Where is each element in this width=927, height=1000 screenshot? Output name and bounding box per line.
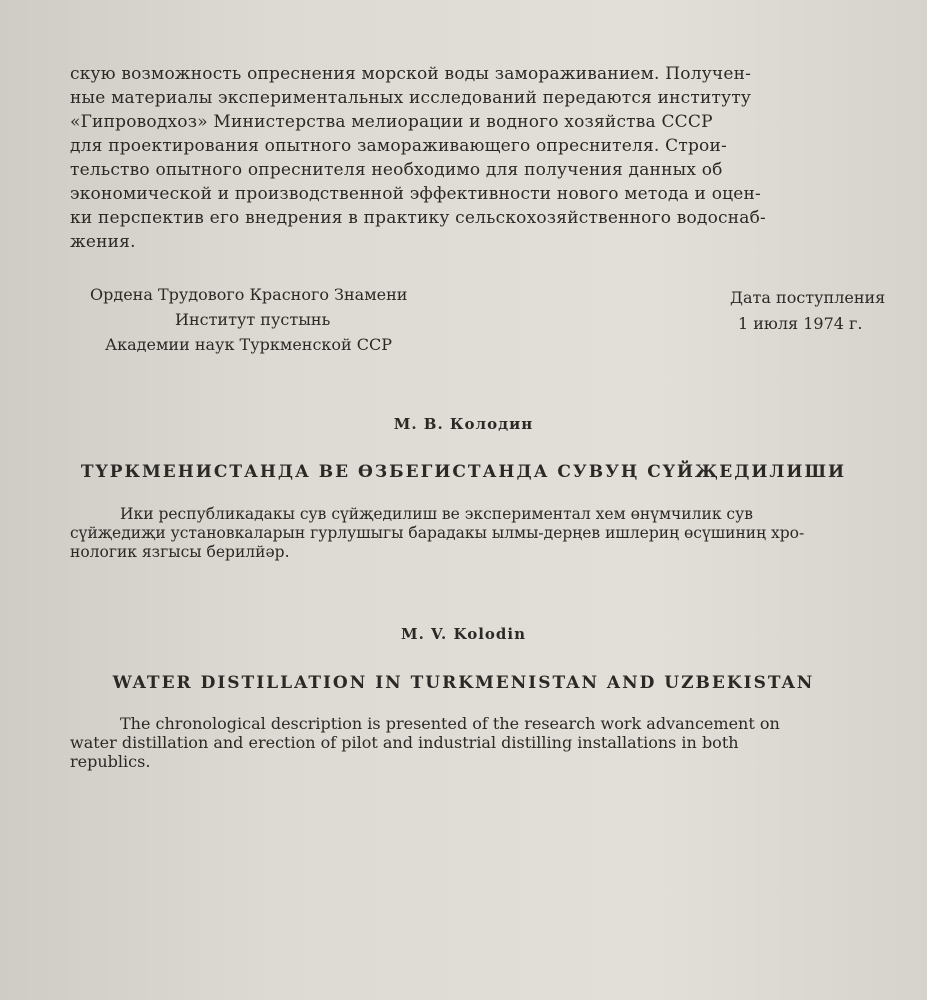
affiliation-line-1: Ордена Трудового Красного Знамени: [90, 285, 408, 304]
author-cyrillic: М. В. Колодин: [393, 415, 534, 433]
title-turkmen: ТҮРКМЕНИСТАНДА ВЕ ӨЗБЕГИСТАНДА СУВУҢ СҮЙҖЕДИЛИШИ: [80, 462, 847, 482]
affiliation-line-3: Академии наук Туркменской ССР: [105, 335, 393, 354]
text-line: сүйҗедиҗи установкаларын гурлушыгы барадакы ылмы-дерңев ишлериң өсүшиниң хро-: [70, 524, 805, 542]
text-line: для проектирования опытного замораживающего опреснителя. Строи-: [70, 136, 727, 156]
received-date: 1 июля 1974 г.: [738, 314, 863, 333]
text-line: скую возможность опреснения морской воды замораживанием. Получен-: [70, 64, 752, 84]
affiliation-line-2: Институт пустынь: [175, 310, 331, 329]
received-label: Дата поступления: [730, 288, 886, 307]
text-line: «Гипроводхоз» Министерства мелиорации и водного хозяйства СССР: [70, 112, 713, 132]
text-line: Ики республикадакы сув сүйҗедилиш ве экспериментал хем өнүмчилик сув: [120, 505, 753, 523]
text-line: The chronological description is presented of the research work advancement on: [120, 714, 780, 733]
text-line: ки перспектив его внедрения в практику сельскохозяйственного водоснаб-: [70, 208, 767, 228]
title-english: WATER DISTILLATION IN TURKMENISTAN AND UZBEKISTAN: [112, 673, 815, 693]
text-line: нологик язгысы берилйәр.: [70, 543, 290, 561]
author-latin: M. V. Kolodin: [400, 625, 527, 643]
text-line: жения.: [70, 232, 136, 252]
text-line: экономической и производственной эффективности нового метода и оцен-: [70, 184, 761, 204]
abstract-turkmen: [70, 505, 900, 562]
abstract-english: [70, 714, 900, 771]
continuation-paragraph: [70, 62, 900, 254]
text-line: тельство опытного опреснителя необходимо для получения данных об: [70, 160, 723, 180]
text-line: republics.: [70, 752, 151, 771]
text-line: water distillation and erection of pilot and industrial distilling installations in both: [70, 733, 739, 752]
text-line: ные материалы экспериментальных исследований передаются институту: [70, 88, 752, 108]
